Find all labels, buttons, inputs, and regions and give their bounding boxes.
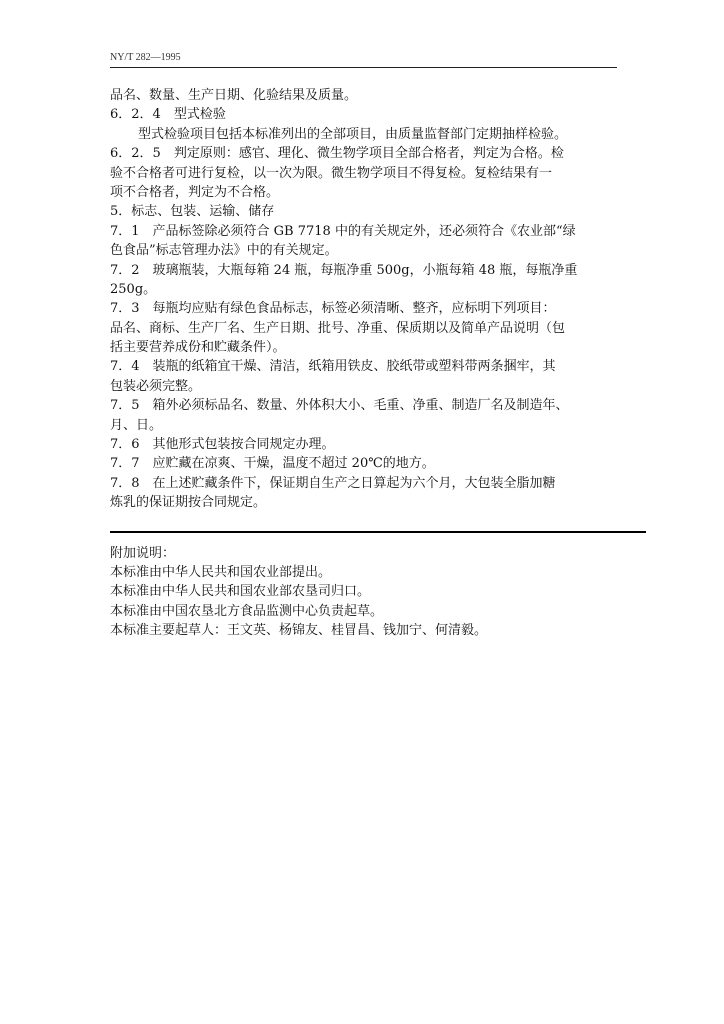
body-line: 包装必须完整。 bbox=[110, 378, 202, 394]
section-heading: 6．2．4 型式检验 bbox=[110, 107, 226, 123]
body-line: 色食品”标志管理办法》中的有关规定。 bbox=[110, 243, 338, 259]
appendix-notes bbox=[110, 544, 630, 640]
body-line: 月、日。 bbox=[110, 417, 163, 433]
appendix-line: 本标准由中华人民共和国农业部农垦司归口。 bbox=[110, 584, 371, 600]
body-line: 炼乳的保证期按合同规定。 bbox=[110, 495, 267, 511]
body-line: 6．2．5 判定原则：感官、理化、微生物学项目全部合格者，判定为合格。检 bbox=[110, 146, 564, 162]
body-line: 7．7 应贮藏在凉爽、干燥，温度不超过 20℃的地方。 bbox=[110, 456, 435, 472]
header-divider bbox=[110, 67, 617, 68]
body-line: 7．1 产品标签除必须符合 GB 7718 中的有关规定外，还必须符合《农业部“绿 bbox=[110, 223, 576, 239]
body-line: 括主要营养成份和贮藏条件）。 bbox=[110, 340, 286, 356]
body-line: 项不合格者，判定为不合格。 bbox=[110, 184, 280, 200]
body-line: 品名、数量、生产日期、化验结果及质量。 bbox=[110, 88, 358, 103]
body-line: 250g。 bbox=[110, 281, 157, 297]
section-heading: 5．标志、包装、运输、储存 bbox=[110, 204, 275, 220]
body-line: 7．3 每瓶均应贴有绿色食品标志，标签必须清晰、整齐，应标明下列项目： bbox=[110, 301, 556, 317]
appendix-line: 本标准由中华人民共和国农业部提出。 bbox=[110, 565, 332, 581]
body-line: 7．2 玻璃瓶装，大瓶每箱 24 瓶，每瓶净重 500g，小瓶每箱 48 瓶，每瓶净重 bbox=[110, 262, 578, 278]
body-line: 验不合格者可进行复检，以一次为限。微生物学项目不得复检。复检结果有一 bbox=[110, 165, 553, 181]
appendix-line: 本标准由中国农垦北方食品监测中心负责起草。 bbox=[110, 603, 384, 619]
appendix-line: 本标准主要起草人：王文英、杨锦友、桂冒昌、钱加宁、何清毅。 bbox=[110, 622, 488, 638]
document-body bbox=[110, 86, 617, 513]
body-line: 7．8 在上述贮藏条件下，保证期自生产之日算起为六个月，大包装全脂加糖 bbox=[110, 475, 556, 491]
section-divider bbox=[110, 531, 646, 533]
body-line: 7．5 箱外必须标品名、数量、外体积大小、毛重、净重、制造厂名及制造年、 bbox=[110, 398, 569, 414]
body-line: 7．6 其他形式包装按合同规定办理。 bbox=[110, 437, 335, 453]
body-line: 7．4 装瓶的纸箱宜干燥、清洁，纸箱用铁皮、胶纸带或塑料带两条捆牢，其 bbox=[110, 359, 556, 375]
body-line: 品名、商标、生产厂名、生产日期、批号、净重、保质期以及简单产品说明（包 bbox=[110, 320, 566, 336]
body-line: 型式检验项目包括本标准列出的全部项目，由质量监督部门定期抽样检验。 bbox=[138, 126, 568, 142]
appendix-title: 附加说明： bbox=[110, 546, 176, 561]
standard-code: NY/T 282—1995 bbox=[110, 52, 181, 63]
